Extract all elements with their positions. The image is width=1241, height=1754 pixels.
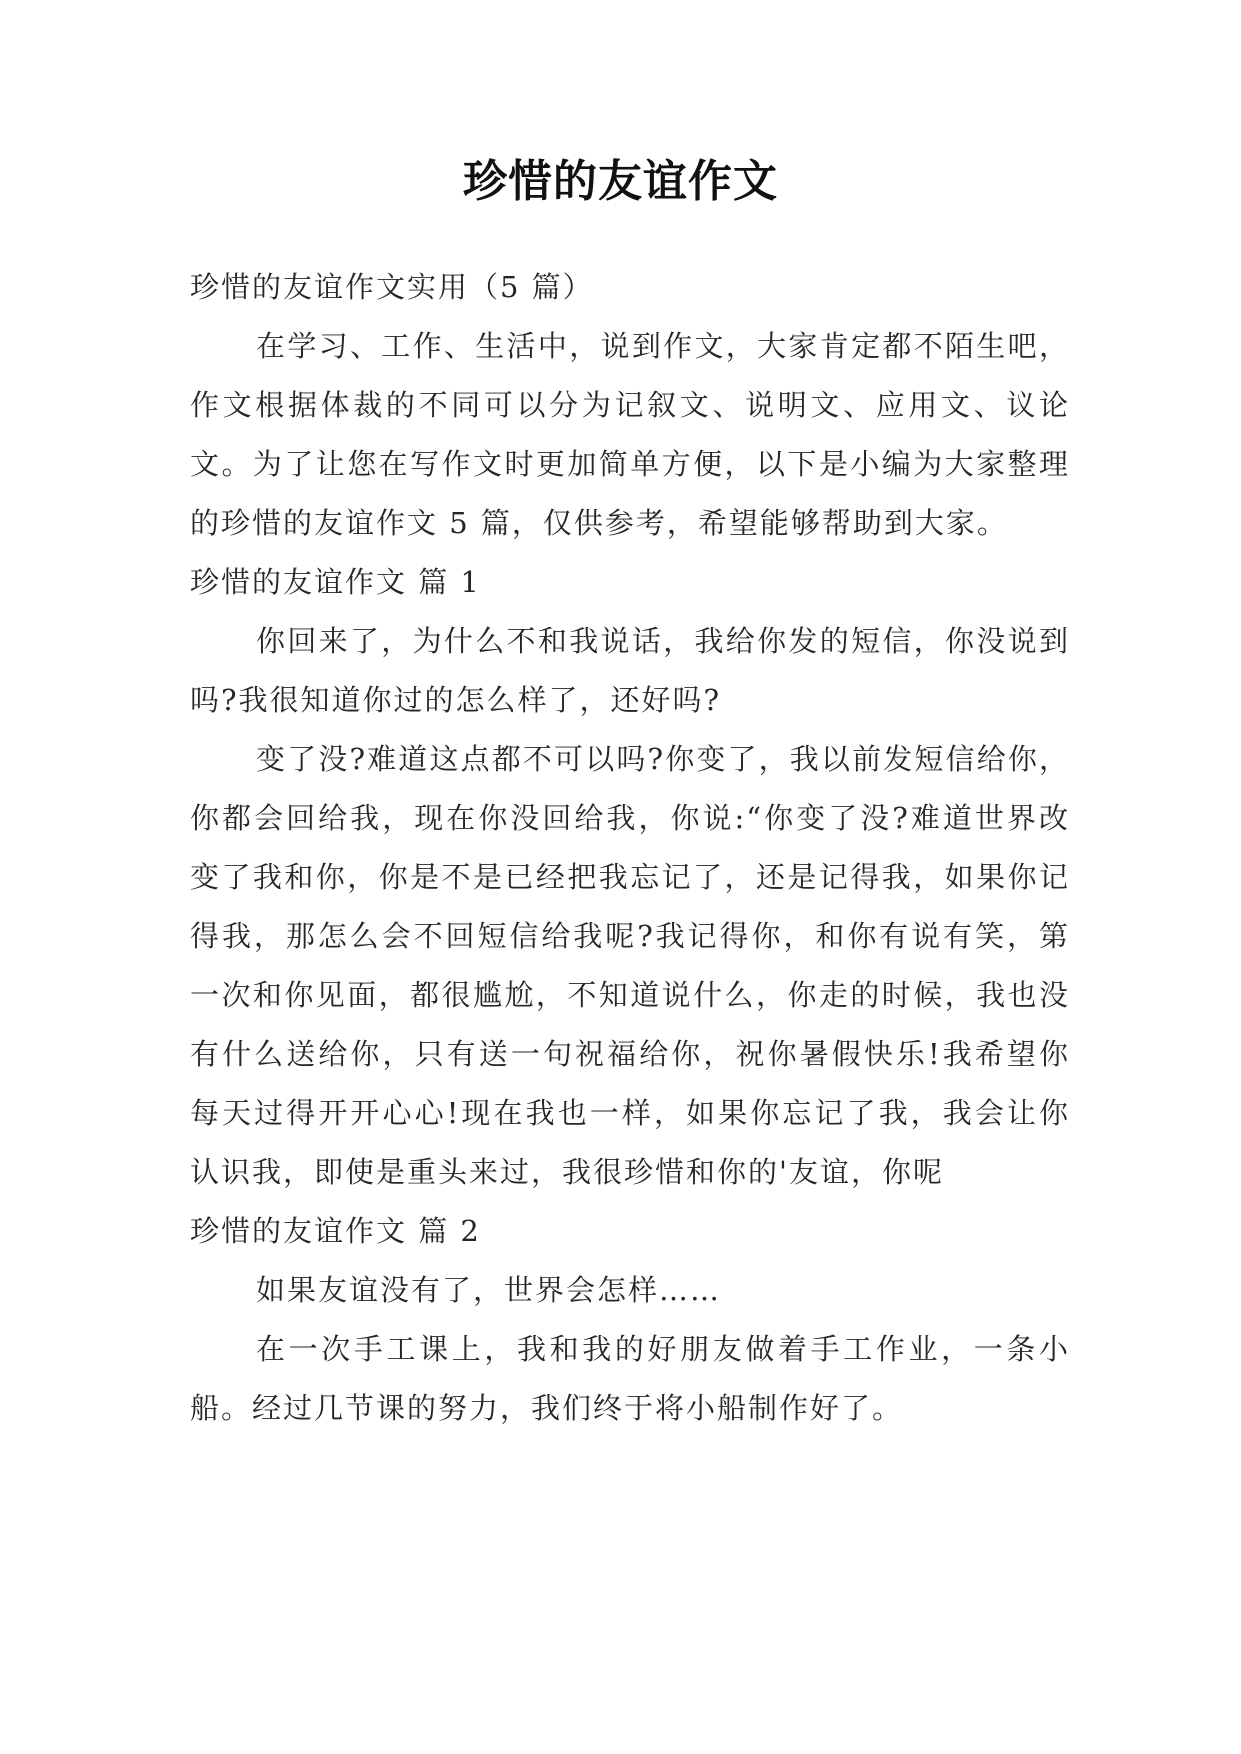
document-subtitle: 珍惜的友谊作文实用（5 篇） [190,270,594,304]
document-body [190,258,1070,1438]
document-title: 珍惜的友谊作文 [463,156,778,207]
section-heading-1: 珍惜的友谊作文 篇 1 [190,565,481,599]
section-1-paragraph-1: 你回来了，为什么不和我说话，我给你发的短信，你没说到吗?我很知道你过的怎么样了，还好吗? [190,624,1070,717]
section-heading-2: 珍惜的友谊作文 篇 2 [190,1214,481,1248]
section-1-paragraph-2: 变了没?难道这点都不可以吗?你变了，我以前发短信给你，你都会回给我，现在你没回给我，你说:“你变了没?难道世界改变了我和你，你是不是已经把我忘记了，还是记得我，如果你记得我，那怎么会不回短信给我呢?我记得你，和你有说有笑，第一次和你见面，都很尴尬，不知道说什么，你走的时候，我也没有什么送给你，只有送一句祝福给你，祝你暑假快乐!我希望你每天过得开开心心!现在我也一样，如果你忘记了我，我会让你认识我，即使是重头来过，我很珍惜和你的'友谊，你呢 [190,742,1070,1189]
section-2-paragraph-1: 如果友谊没有了，世界会怎样…… [256,1273,722,1307]
section-2-paragraph-2: 在一次手工课上，我和我的好朋友做着手工作业，一条小船。经过几节课的努力，我们终于将小船制作好了。 [190,1332,1070,1425]
intro-paragraph: 在学习、工作、生活中，说到作文，大家肯定都不陌生吧，作文根据体裁的不同可以分为记叙文、说明文、应用文、议论文。为了让您在写作文时更加简单方便，以下是小编为大家整理的珍惜的友谊作文 5 篇，仅供参考，希望能够帮助到大家。 [190,329,1070,540]
